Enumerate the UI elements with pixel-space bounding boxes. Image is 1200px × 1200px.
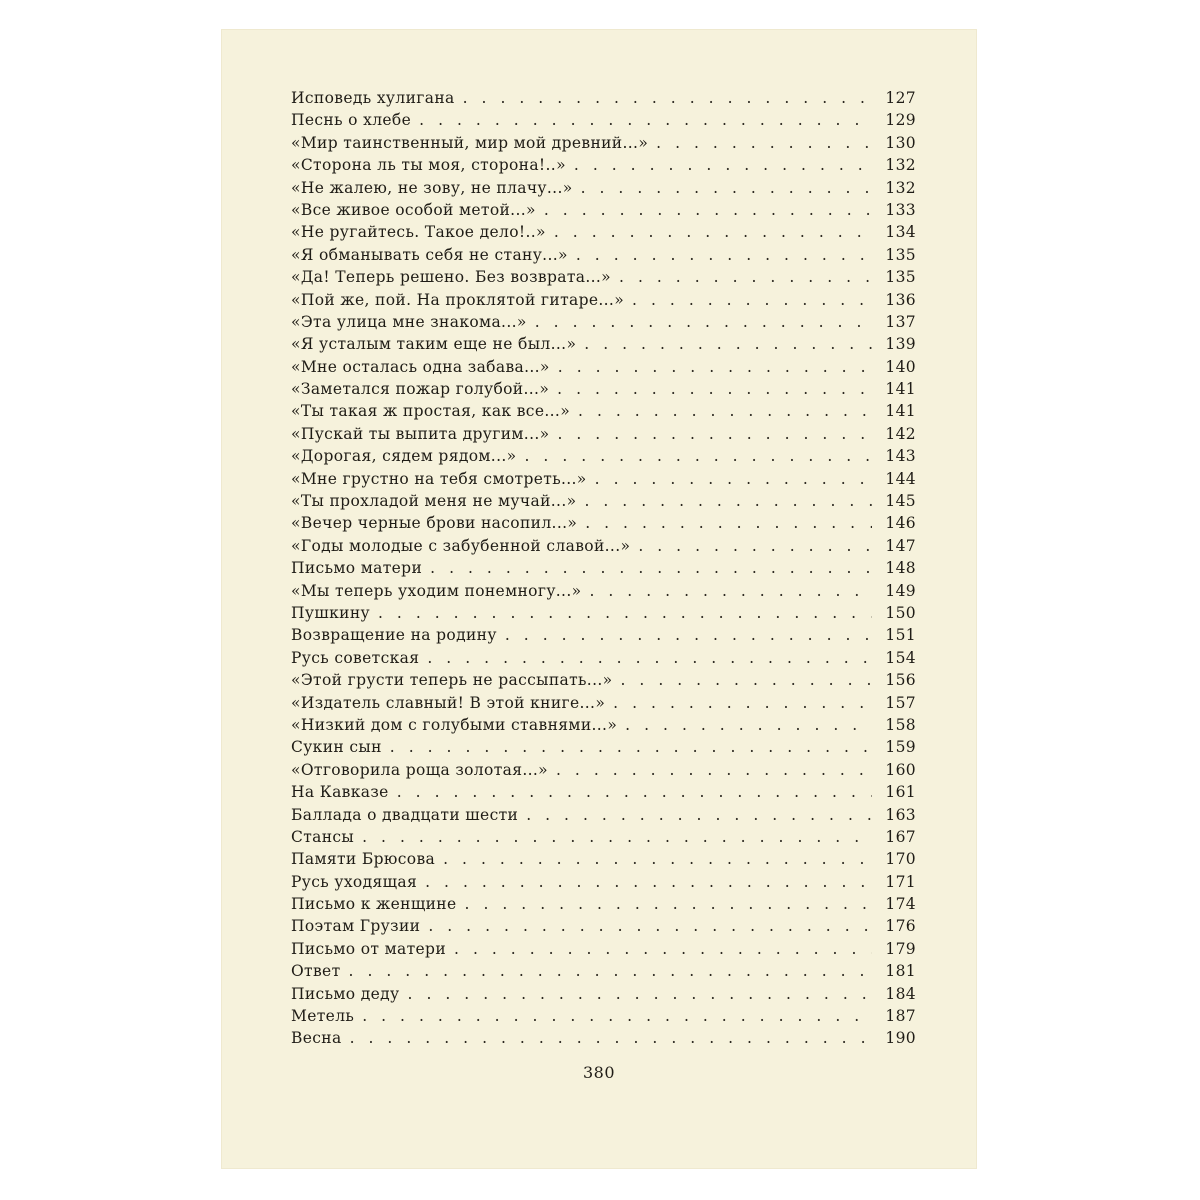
- toc-entry-page-number: 140: [885, 357, 916, 376]
- toc-entry-title: Исповедь хулигана: [291, 89, 455, 107]
- toc-entry-page-number: 151: [885, 626, 916, 645]
- toc-entry-page-number: 146: [885, 514, 916, 533]
- dot-leader: [397, 783, 872, 801]
- dot-leader: [362, 828, 872, 846]
- toc-entry-page-number: 167: [885, 827, 916, 846]
- dot-leader: [430, 559, 872, 577]
- toc-entry-page-number: 137: [885, 312, 916, 331]
- toc-entry: [291, 313, 916, 335]
- toc-entry: [291, 761, 916, 783]
- toc-entry: [291, 559, 916, 581]
- toc-entry-page-number: 141: [885, 402, 916, 421]
- toc-entry-page-number: 132: [885, 156, 916, 175]
- toc-entry: [291, 134, 916, 156]
- toc-entry: [291, 470, 916, 492]
- dot-leader: [505, 626, 872, 644]
- toc-entry: [291, 358, 916, 380]
- toc-entry-title: «Эта улица мне знакома...»: [291, 312, 527, 331]
- dot-leader: [595, 470, 872, 488]
- toc-entry-title: Письмо матери: [291, 559, 423, 578]
- toc-entry: [291, 917, 916, 939]
- dot-leader: [349, 962, 872, 980]
- dot-leader: [557, 425, 872, 443]
- toc-entry-page-number: 139: [885, 335, 916, 354]
- toc-entry: [291, 626, 916, 648]
- toc-entry-page-number: 143: [885, 447, 916, 466]
- toc-entry-page-number: 159: [885, 738, 916, 757]
- toc-entry-title: «Заметался пожар голубой...»: [291, 380, 550, 399]
- toc-entry-title: «Не жалею, не зову, не плачу...»: [291, 178, 573, 197]
- toc-entry-title: «Пускай ты выпита другим...»: [291, 424, 550, 443]
- toc-entry-title: «Пой же, пой. На проклятой гитаре...»: [291, 290, 625, 309]
- toc-entry-title: «Ты такая ж простая, как все...»: [291, 402, 571, 421]
- toc-entry: [291, 895, 916, 917]
- toc-entry: [291, 694, 916, 716]
- toc-entry-page-number: 141: [885, 380, 916, 399]
- dot-leader: [544, 201, 872, 219]
- toc-entry: [291, 806, 916, 828]
- toc-entry-title: Сукин сын: [291, 738, 382, 757]
- toc-entry-title: Письмо к женщине: [291, 895, 457, 914]
- toc-entry: [291, 582, 916, 604]
- toc-entry-page-number: 129: [885, 111, 916, 130]
- toc-entry-title: Стансы: [291, 827, 355, 846]
- toc-entry: [291, 537, 916, 559]
- toc-entry-page-number: 135: [885, 268, 916, 287]
- dot-leader: [581, 179, 872, 197]
- toc-entry-page-number: 134: [885, 223, 916, 242]
- dot-leader: [535, 313, 872, 331]
- dot-leader: [554, 223, 872, 241]
- page-number: 380: [582, 1063, 616, 1082]
- toc-entry-page-number: 136: [885, 290, 916, 309]
- dot-leader: [378, 604, 872, 622]
- toc-entry-page-number: 161: [885, 783, 916, 802]
- toc-entry-title: «Мне грустно на тебя смотреть...»: [291, 469, 587, 488]
- toc-entry: [291, 492, 916, 514]
- dot-leader: [556, 761, 872, 779]
- dot-leader: [390, 738, 872, 756]
- dot-leader: [526, 806, 872, 824]
- toc-entry-page-number: 154: [885, 648, 916, 667]
- toc-entry-page-number: 184: [885, 984, 916, 1003]
- dot-leader: [427, 649, 872, 667]
- dot-leader: [408, 985, 872, 1003]
- toc-entry-page-number: 150: [885, 603, 916, 622]
- toc-entry-page-number: 130: [885, 133, 916, 152]
- toc-entry-title: «Издатель славный! В этой книге...»: [291, 693, 606, 712]
- toc-entry: [291, 850, 916, 872]
- dot-leader: [584, 335, 872, 353]
- toc-entry-page-number: 133: [885, 200, 916, 219]
- toc-entry-page-number: 157: [885, 693, 916, 712]
- toc-entry-title: Метель: [291, 1007, 355, 1026]
- dot-leader: [425, 873, 872, 891]
- dot-leader: [584, 492, 872, 510]
- toc-entry-page-number: 127: [885, 89, 916, 107]
- toc-entry-title: «Дорогая, сядем рядом...»: [291, 447, 517, 466]
- toc-entry: [291, 246, 916, 268]
- toc-entry: [291, 223, 916, 245]
- toc-entry-page-number: 145: [885, 492, 916, 511]
- toc-entry-title: «Этой грусти теперь не рассыпать...»: [291, 671, 613, 690]
- toc-entry-page-number: 144: [885, 469, 916, 488]
- toc-entry-page-number: 181: [885, 962, 916, 981]
- toc-entry-title: «Не ругайтесь. Такое дело!..»: [291, 223, 546, 242]
- toc-entry-page-number: 132: [885, 178, 916, 197]
- toc-entry-title: Поэтам Грузии: [291, 917, 421, 936]
- toc-entry: [291, 111, 916, 133]
- dot-leader: [576, 246, 872, 264]
- toc-entry-title: Песнь о хлебе: [291, 111, 412, 130]
- dot-leader: [443, 850, 872, 868]
- toc-entry-title: Памяти Брюсова: [291, 850, 436, 869]
- toc-entry: [291, 940, 916, 962]
- dot-leader: [656, 134, 872, 152]
- toc-entry-title: На Кавказе: [291, 783, 389, 802]
- dot-leader: [454, 940, 872, 958]
- toc-entry-title: Письмо деду: [291, 984, 400, 1003]
- toc-entry: [291, 1029, 916, 1051]
- toc-entry-title: Баллада о двадцати шести: [291, 805, 519, 824]
- dot-leader: [557, 380, 872, 398]
- toc-entry-page-number: 147: [885, 536, 916, 555]
- toc-entry-title: «Я обманывать себя не стану...»: [291, 245, 568, 264]
- toc-entry-page-number: 148: [885, 559, 916, 578]
- toc-entry-title: «Мир таинственный, мир мой древний...»: [291, 133, 649, 152]
- toc-entry-page-number: 179: [885, 939, 916, 958]
- toc-entry-title: «Мне осталась одна забава...»: [291, 357, 550, 376]
- dot-leader: [619, 268, 872, 286]
- toc-entry-title: «Вечер черные брови насопил...»: [291, 514, 578, 533]
- toc-entry-title: Русь советская: [291, 648, 420, 667]
- toc-entry-title: «Все живое особой метой...»: [291, 200, 536, 219]
- toc-entry-title: «Сторона ль ты моя, сторона!..»: [291, 156, 566, 175]
- table-of-contents: [291, 89, 916, 1052]
- dot-leader: [465, 895, 872, 913]
- toc-entry: [291, 962, 916, 984]
- toc-entry-title: «Ты прохладой меня не мучай...»: [291, 492, 577, 511]
- dot-leader: [350, 1029, 872, 1047]
- dot-leader: [428, 917, 872, 935]
- toc-entry: [291, 738, 916, 760]
- toc-entry-title: «Я усталым таким еще не был...»: [291, 335, 577, 354]
- dot-leader: [632, 291, 872, 309]
- toc-entry-page-number: 170: [885, 850, 916, 869]
- toc-entry-title: Русь уходящая: [291, 872, 418, 891]
- toc-entry: [291, 828, 916, 850]
- book-page: [221, 29, 977, 1169]
- toc-entry: [291, 335, 916, 357]
- toc-entry-page-number: 171: [885, 872, 916, 891]
- toc-entry: [291, 873, 916, 895]
- toc-entry: [291, 716, 916, 738]
- toc-entry: [291, 649, 916, 671]
- toc-entry-title: Весна: [291, 1029, 342, 1048]
- dot-leader: [589, 582, 872, 600]
- toc-entry: [291, 291, 916, 313]
- dot-leader: [625, 716, 872, 734]
- dot-leader: [362, 1007, 872, 1025]
- toc-entry-page-number: 135: [885, 245, 916, 264]
- toc-entry: [291, 89, 916, 111]
- toc-entry: [291, 402, 916, 424]
- toc-entry-page-number: 176: [885, 917, 916, 936]
- toc-entry: [291, 604, 916, 626]
- toc-entry-title: Пушкину: [291, 603, 370, 622]
- toc-entry-page-number: 142: [885, 424, 916, 443]
- toc-entry: [291, 179, 916, 201]
- toc-entry: [291, 985, 916, 1007]
- toc-entry: [291, 1007, 916, 1029]
- toc-entry: [291, 783, 916, 805]
- toc-entry-page-number: 149: [885, 581, 916, 600]
- toc-entry: [291, 425, 916, 447]
- toc-entry-page-number: 156: [885, 671, 916, 690]
- toc-entry: [291, 671, 916, 693]
- toc-entry: [291, 514, 916, 536]
- toc-entry: [291, 201, 916, 223]
- toc-entry-page-number: 174: [885, 895, 916, 914]
- dot-leader: [613, 694, 872, 712]
- dot-leader: [620, 671, 872, 689]
- toc-entry-page-number: 160: [885, 760, 916, 779]
- toc-entry-title: «Низкий дом с голубыми ставнями...»: [291, 715, 618, 734]
- toc-entry-title: Ответ: [291, 962, 341, 981]
- toc-entry-page-number: 158: [885, 715, 916, 734]
- toc-entry: [291, 447, 916, 469]
- dot-leader: [463, 89, 872, 107]
- toc-entry: [291, 156, 916, 178]
- toc-entry-title: «Отговорила роща золотая...»: [291, 760, 548, 779]
- toc-entry: [291, 380, 916, 402]
- toc-entry-page-number: 190: [885, 1029, 916, 1048]
- toc-entry-title: «Годы молодые с забубенной славой...»: [291, 536, 631, 555]
- dot-leader: [578, 402, 872, 420]
- toc-entry-page-number: 163: [885, 805, 916, 824]
- toc-entry-title: «Мы теперь уходим понемногу...»: [291, 581, 582, 600]
- toc-entry: [291, 268, 916, 290]
- dot-leader: [585, 514, 872, 532]
- dot-leader: [524, 447, 872, 465]
- toc-entry-title: «Да! Теперь решено. Без возврата...»: [291, 268, 612, 287]
- dot-leader: [638, 537, 872, 555]
- toc-entry-title: Возвращение на родину: [291, 626, 497, 645]
- dot-leader: [574, 156, 872, 174]
- dot-leader: [419, 111, 872, 129]
- dot-leader: [558, 358, 872, 376]
- toc-entry-title: Письмо от матери: [291, 939, 447, 958]
- toc-entry-page-number: 187: [885, 1007, 916, 1026]
